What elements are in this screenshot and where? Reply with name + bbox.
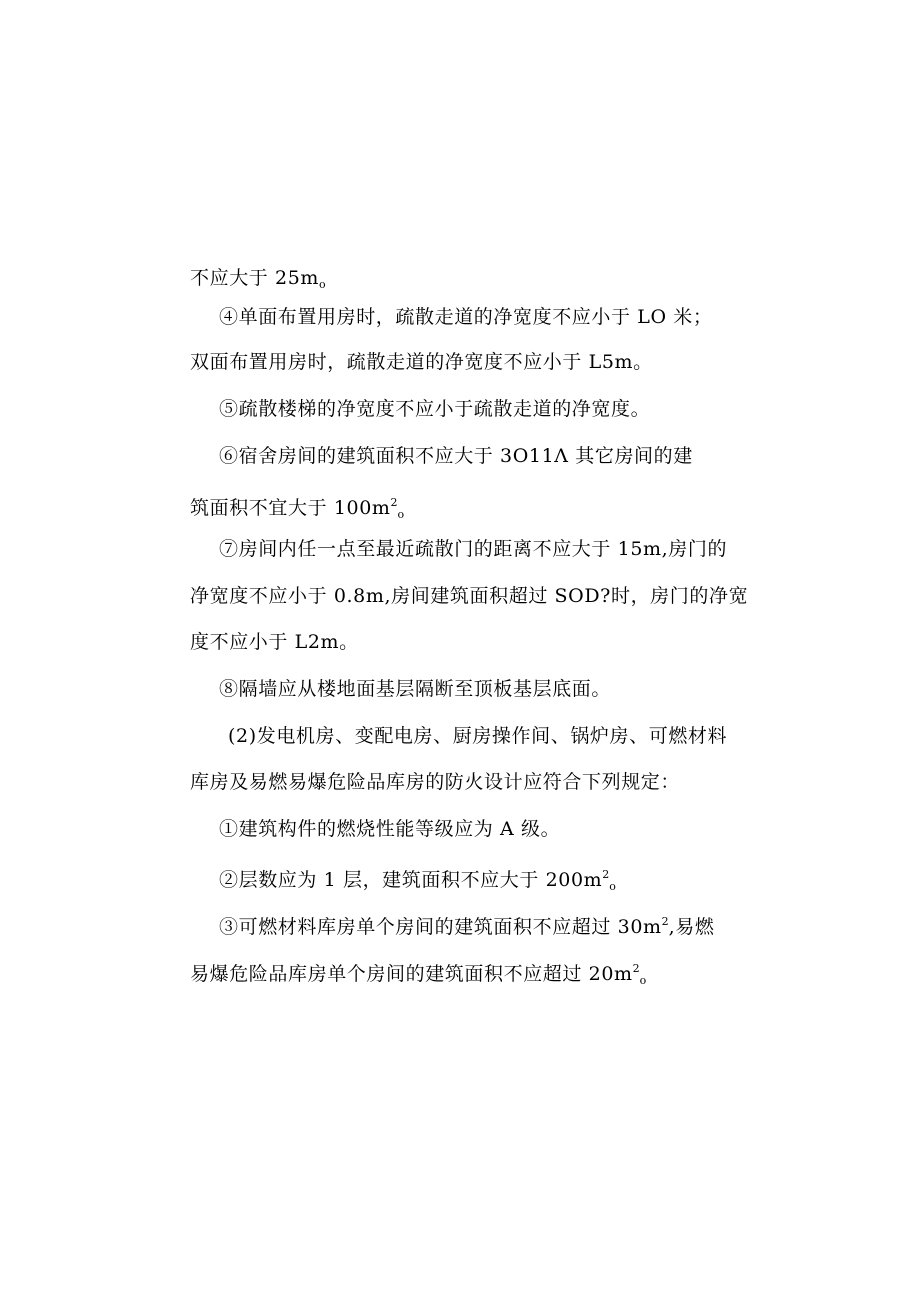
- subscript-mark: o: [319, 278, 326, 291]
- text-line: ①建筑构件的燃烧性能等级应为 A 级。: [219, 818, 561, 840]
- text-line: 度不应小于 L2m。: [190, 631, 359, 653]
- superscript-mark: 2: [602, 868, 610, 881]
- subscript-mark: o: [609, 880, 616, 893]
- text-line: (2)发电机房、变配电房、厨房操作间、锅炉房、可燃材料: [228, 725, 728, 747]
- text-line: ⑧隔墙应从楼地面基层隔断至顶板基层底面。: [219, 678, 612, 700]
- text-line: 库房及易燃易爆危险品库房的防火设计应符合下列规定：: [190, 771, 681, 793]
- subscript-mark: o: [639, 974, 647, 987]
- text-line: ⑥宿舍房间的建筑面积不应大于 3O11Λ 其它房间的建: [219, 445, 693, 467]
- superscript-mark: 2: [632, 962, 640, 975]
- text-line: ④单面布置用房时，疏散走道的净宽度不应小于 LO 米；: [219, 306, 713, 328]
- text-span: 筑面积不宜大于 100m: [190, 497, 391, 519]
- text-line: [219, 863, 616, 893]
- text-span: ②层数应为 1 层，建筑面积不应大于 200m: [219, 869, 603, 891]
- superscript-mark: 2: [390, 496, 398, 509]
- text-line: ⑦房间内任一点至最近疏散门的距离不应大于 15m,房门的: [219, 538, 728, 560]
- text-span: 易爆危险品库房单个房间的建筑面积不应超过 20m: [190, 963, 633, 985]
- text-line: [190, 266, 326, 290]
- text-line: [190, 957, 647, 987]
- text-line: [219, 910, 715, 938]
- superscript-mark: 2: [661, 915, 669, 928]
- text-span: ③可燃材料库房单个房间的建筑面积不应超过 30m: [219, 916, 662, 938]
- text-line: ⑤疏散楼梯的净宽度不应小于疏散走道的净宽度。: [219, 398, 651, 420]
- text-span: 不应大于 25m: [190, 267, 320, 289]
- text-line: 净宽度不应小于 0.8m,房间建筑面积超过 SOD?时，房门的净宽: [190, 585, 749, 607]
- subscript-mark: o: [397, 508, 405, 521]
- text-line: 双面布置用房时，疏散走道的净宽度不应小于 L5m。: [190, 351, 653, 373]
- text-span: ,易燃: [668, 916, 715, 938]
- text-line: [190, 491, 405, 521]
